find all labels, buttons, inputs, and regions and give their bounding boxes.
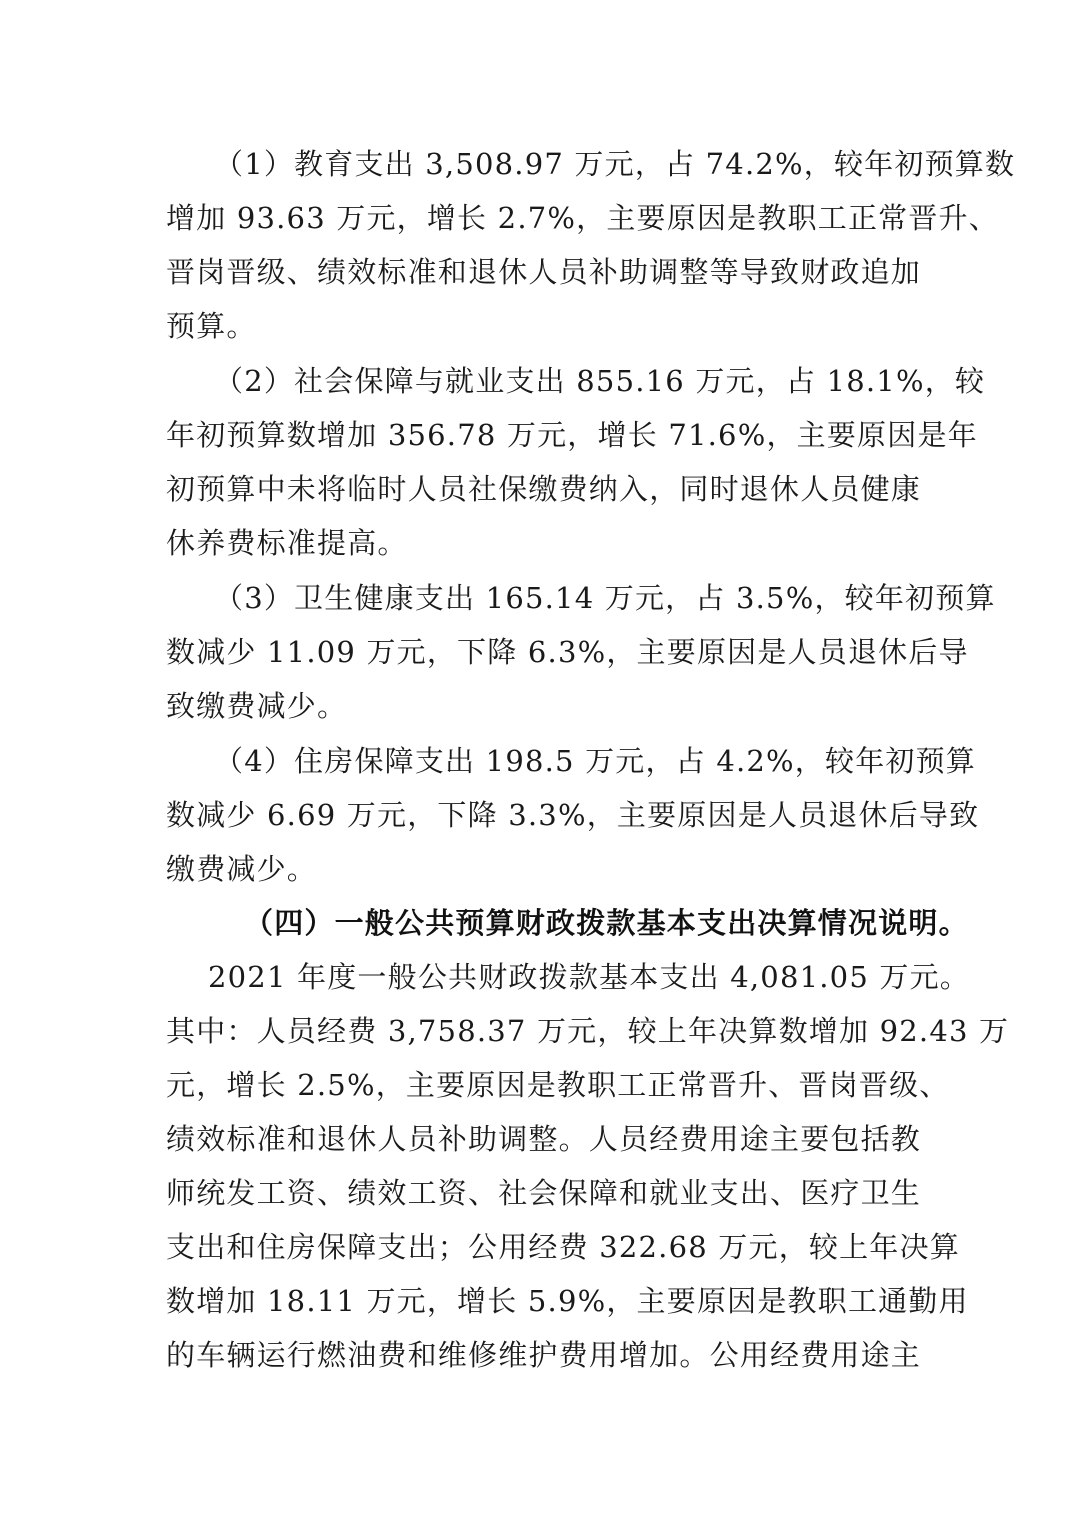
item1-line-2: 增加 93.63 万元，增长 2.7%，主要原因是教职工正常晋升、: [166, 201, 999, 235]
section-body-line-6: 支出和住房保障支出；公用经费 322.68 万元，较上年决算: [166, 1230, 960, 1264]
section-body-line-2: 其中：人员经费 3,758.37 万元，较上年决算数增加 92.43 万: [166, 1014, 1010, 1048]
section-body-line-1: 2021 年度一般公共财政拨款基本支出 4,081.05 万元。: [208, 960, 970, 994]
item4-line-2: 数减少 6.69 万元，下降 3.3%，主要原因是人员退休后导致: [166, 798, 980, 832]
section-body-line-7: 数增加 18.11 万元，增长 5.9%，主要原因是教职工通勤用: [166, 1284, 969, 1318]
section-body-line-4: 绩效标准和退休人员补助调整。人员经费用途主要包括教: [166, 1122, 922, 1156]
section-body-line-8: 的车辆运行燃油费和维修维护费用增加。公用经费用途主: [166, 1338, 922, 1372]
item1-line-3: 晋岗晋级、绩效标准和退休人员补助调整等导致财政追加: [166, 255, 922, 289]
item2-line-4: 休养费标准提高。: [166, 526, 408, 560]
item2-line-2: 年初预算数增加 356.78 万元，增长 71.6%，主要原因是年: [166, 418, 978, 452]
item4-line-3: 缴费减少。: [166, 852, 318, 886]
section-body-line-5: 师统发工资、绩效工资、社会保障和就业支出、医疗卫生: [166, 1176, 922, 1210]
item3-line-3: 致缴费减少。: [166, 689, 348, 723]
item3-line-2: 数减少 11.09 万元，下降 6.3%，主要原因是人员退休后导: [166, 635, 969, 669]
item3-line-1: （3）卫生健康支出 165.14 万元，占 3.5%，较年初预算: [214, 581, 996, 615]
section-heading: （四）一般公共预算财政拨款基本支出决算情况说明。: [244, 906, 969, 940]
item1-line-1: （1）教育支出 3,508.97 万元，占 74.2%，较年初预算数: [214, 147, 1016, 181]
item2-line-3: 初预算中未将临时人员社保缴费纳入，同时退休人员健康: [166, 472, 922, 506]
item1-line-4: 预算。: [166, 309, 257, 343]
section-body-line-3: 元，增长 2.5%，主要原因是教职工正常晋升、晋岗晋级、: [166, 1068, 950, 1102]
item4-line-1: （4）住房保障支出 198.5 万元，占 4.2%，较年初预算: [214, 744, 977, 778]
item2-line-1: （2）社会保障与就业支出 855.16 万元，占 18.1%，较: [214, 364, 986, 398]
